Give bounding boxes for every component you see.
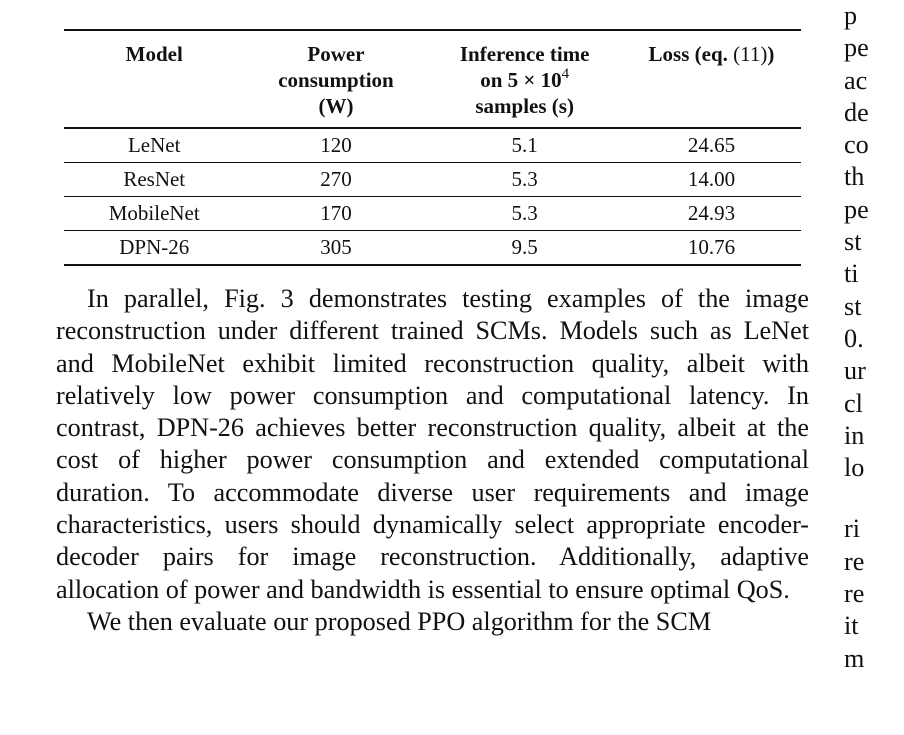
side-gap (844, 484, 904, 513)
side-line: co (844, 130, 869, 160)
header-loss: Loss (eq. (11)) (622, 30, 801, 128)
table-row (64, 163, 801, 197)
side-line: ti (844, 259, 859, 289)
table-row (64, 231, 801, 266)
header-power: Power consumption (W) (244, 30, 427, 128)
cell-power: 120 (320, 133, 352, 157)
side-line: p (844, 1, 858, 30)
cell-time: 5.3 (427, 197, 621, 231)
side-block-1 (844, 0, 904, 484)
side-line: re (844, 579, 865, 609)
cell-model: DPN-26 (64, 231, 244, 266)
side-line: de (844, 97, 869, 127)
side-line: pe (844, 33, 869, 63)
cell-loss: 14.00 (622, 163, 801, 197)
cell-model: MobileNet (64, 197, 244, 231)
side-line: m (844, 643, 865, 673)
side-block-2 (844, 513, 904, 674)
results-table-container (64, 29, 801, 266)
side-line: st (844, 227, 862, 257)
paragraph-reconstruction: In parallel, Fig. 3 demonstrates testing examples of the image reconstruction under different trained SCMs. Models such as LeNet and MobileNet exhibit limited reconstruction quality, albeit with relatively low power consumption and computational latency. In contrast, DPN-26 achieves better reconstruction quality, albeit at the cost of higher power consumption and extended computational duration. To accommodate diverse user requirements and image characteristics, users should dynamically select appropriate encoder-decoder pairs for image reconstruction. Additionally, adaptive allocation of power and bandwidth is essential to ensure optimal QoS. (56, 284, 809, 604)
header-model: Model (64, 30, 244, 128)
cell-time: 5.1 (511, 133, 538, 157)
side-line: th (844, 162, 865, 192)
cell-power: 270 (244, 163, 427, 197)
cell-model: LeNet (127, 133, 181, 157)
side-line: pe (844, 194, 869, 224)
cell-model: ResNet (64, 163, 244, 197)
side-line: ur (844, 356, 866, 386)
side-line: st (844, 291, 862, 321)
header-inference-time: Inference time on $5 \times 10^4$ samples (s) (427, 30, 621, 128)
side-line: ac (844, 65, 868, 95)
cell-loss: 10.76 (622, 231, 801, 266)
cell-loss: 24.65 (687, 133, 736, 157)
cell-time: 5.3 (427, 163, 621, 197)
table-header-row (64, 30, 801, 128)
adjacent-column-fragment (844, 0, 904, 675)
side-line: cl (844, 388, 863, 418)
side-line: it (844, 611, 859, 641)
cell-power: 170 (244, 197, 427, 231)
body-text (56, 283, 809, 638)
side-line: 0. (844, 323, 864, 353)
results-table (64, 29, 801, 266)
cell-loss: 24.93 (622, 197, 801, 231)
paragraph-ppo-evaluation: We then evaluate our proposed PPO algorithm for the SCM (87, 606, 712, 636)
cell-power: 305 (244, 231, 427, 266)
table-row (64, 128, 801, 163)
side-line: re (844, 546, 865, 576)
side-line: ri (844, 514, 860, 544)
cell-time: 9.5 (427, 231, 621, 266)
side-line: in (844, 420, 865, 450)
table-row (64, 197, 801, 231)
side-line: lo (844, 453, 865, 483)
